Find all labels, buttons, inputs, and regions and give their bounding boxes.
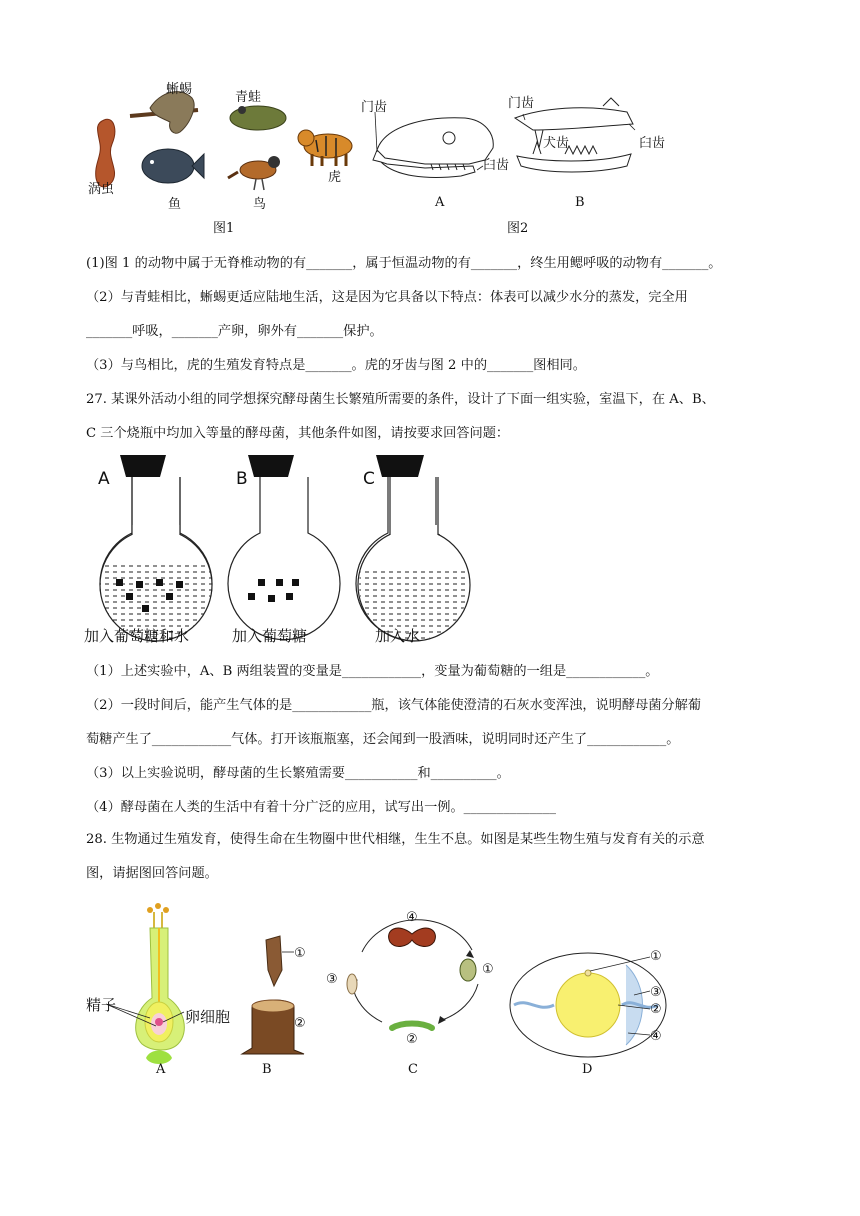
- q26-part2-line1: （2）与青蛙相比，蜥蜴更适应陆地生活，这是因为它具备以下特点：体表可以减少水分的蒸发，完全用: [86, 290, 688, 305]
- q26-part1: (1)图 1 的动物中属于无脊椎动物的有_______，属于恒温动物的有_______，终生用鳃呼吸的动物有_______。: [86, 256, 722, 271]
- figure1-caption: 图1: [213, 221, 235, 236]
- skull-b-letter: B: [575, 195, 585, 210]
- lizard-drawing: [150, 92, 194, 134]
- flask-a-letter: A: [98, 469, 110, 489]
- fig28-d-n4: ④: [650, 1029, 662, 1044]
- fig28-b-n1: ①: [294, 946, 306, 961]
- fig28-d-n2: ②: [650, 1002, 662, 1017]
- skull-a-drawing: [373, 118, 493, 178]
- fig28-c-letter: C: [408, 1062, 418, 1077]
- figure2-caption: 图2: [507, 221, 529, 236]
- q26-part3: （3）与鸟相比，虎的生殖发育特点是_______。虎的牙齿与图 2 中的_______图相同。: [86, 358, 586, 373]
- fig28-b-n2: ②: [294, 1016, 306, 1031]
- skull-a-letter: A: [435, 195, 445, 210]
- grafting-drawing: [232, 930, 322, 1060]
- skull-a-incisor-label: 门齿: [361, 100, 388, 115]
- q27-part2-line2: 萄糖产生了____________气体。打开该瓶瓶塞，还会闻到一股酒味，说明同时还产生了____________。: [86, 732, 680, 747]
- flower-drawing: [86, 898, 256, 1078]
- label-sperm: 精子: [86, 996, 117, 1014]
- fig28-c-n3: ③: [326, 972, 338, 987]
- skull-b-molar-label: 臼齿: [639, 136, 666, 151]
- figure2: [361, 90, 685, 215]
- label-lizard: 蜥蜴: [166, 82, 193, 97]
- skull-b-incisor-label: 门齿: [508, 96, 535, 111]
- q27-part3: （3）以上实验说明，酵母菌的生长繁殖需要___________和__________。: [86, 766, 510, 781]
- q27-intro-line1: 27. 某课外活动小组的同学想探究酵母菌生长繁殖所需要的条件，设计了下面一组实验，室温下，在 A、B、: [86, 392, 715, 407]
- label-tiger: 虎: [328, 170, 342, 185]
- label-frog: 青蛙: [235, 90, 262, 105]
- q27-part1: （1）上述实验中，A、B 两组装置的变量是____________，变量为葡萄糖的一组是____________。: [86, 664, 659, 679]
- flask-c-figure: [356, 455, 476, 645]
- label-flatworm: 涡虫: [88, 182, 115, 197]
- flask-b-letter: B: [236, 469, 248, 489]
- fig28-c-n2: ②: [406, 1032, 418, 1047]
- fish-drawing: [142, 149, 194, 183]
- q27-intro-line2: C 三个烧瓶中均加入等量的酵母菌，其他条件如图，请按要求回答问题：: [86, 426, 510, 441]
- figure1-animals: [80, 78, 370, 223]
- fig28-d: [508, 945, 688, 1080]
- q26-part2-line2: _______呼吸，_______产卵，卵外有_______保护。: [86, 324, 383, 339]
- flask-c-letter: C: [363, 469, 375, 489]
- fig28-a: [86, 898, 256, 1078]
- figure1: [80, 78, 370, 223]
- fig28-b: [232, 930, 322, 1080]
- fig28-c: [322, 910, 502, 1080]
- q28-intro-line1: 28. 生物通过生殖发育，使得生命在生物圈中世代相继，生生不息。如图是某些生物生殖与发育有关的示意: [86, 832, 705, 847]
- flask-a-caption: 加入葡萄糖和水: [84, 627, 190, 645]
- q27-part2-line1: （2）一段时间后，能产生气体的是____________瓶，该气体能使澄清的石灰水变浑浊，说明酵母菌分解葡: [86, 698, 702, 713]
- flask-b-caption: 加入葡萄糖: [232, 627, 308, 645]
- fig28-c-n1: ①: [482, 962, 494, 977]
- fig28-b-letter: B: [262, 1062, 272, 1077]
- fig28-d-n3: ③: [650, 985, 662, 1000]
- fig28-d-n1: ①: [650, 949, 662, 964]
- flask-c-caption: 加入水: [375, 627, 421, 645]
- fig28-a-letter: A: [156, 1062, 166, 1077]
- label-fish: 鱼: [168, 197, 182, 212]
- label-bird: 鸟: [253, 197, 267, 212]
- fig28-d-letter: D: [582, 1062, 593, 1077]
- label-egg: 卵细胞: [185, 1008, 231, 1026]
- q28-intro-line2: 图，请据图回答问题。: [86, 866, 218, 881]
- skull-b-canine-label: 犬齿: [543, 136, 570, 151]
- flask-c-body: [356, 455, 476, 645]
- fig28-c-n4: ④: [406, 910, 418, 925]
- skull-a-molar-label: 臼齿: [483, 158, 510, 173]
- q27-part4: （4）酵母菌在人类的生活中有着十分广泛的应用，试写出一例。______________: [86, 800, 556, 815]
- flatworm-drawing: [96, 119, 115, 187]
